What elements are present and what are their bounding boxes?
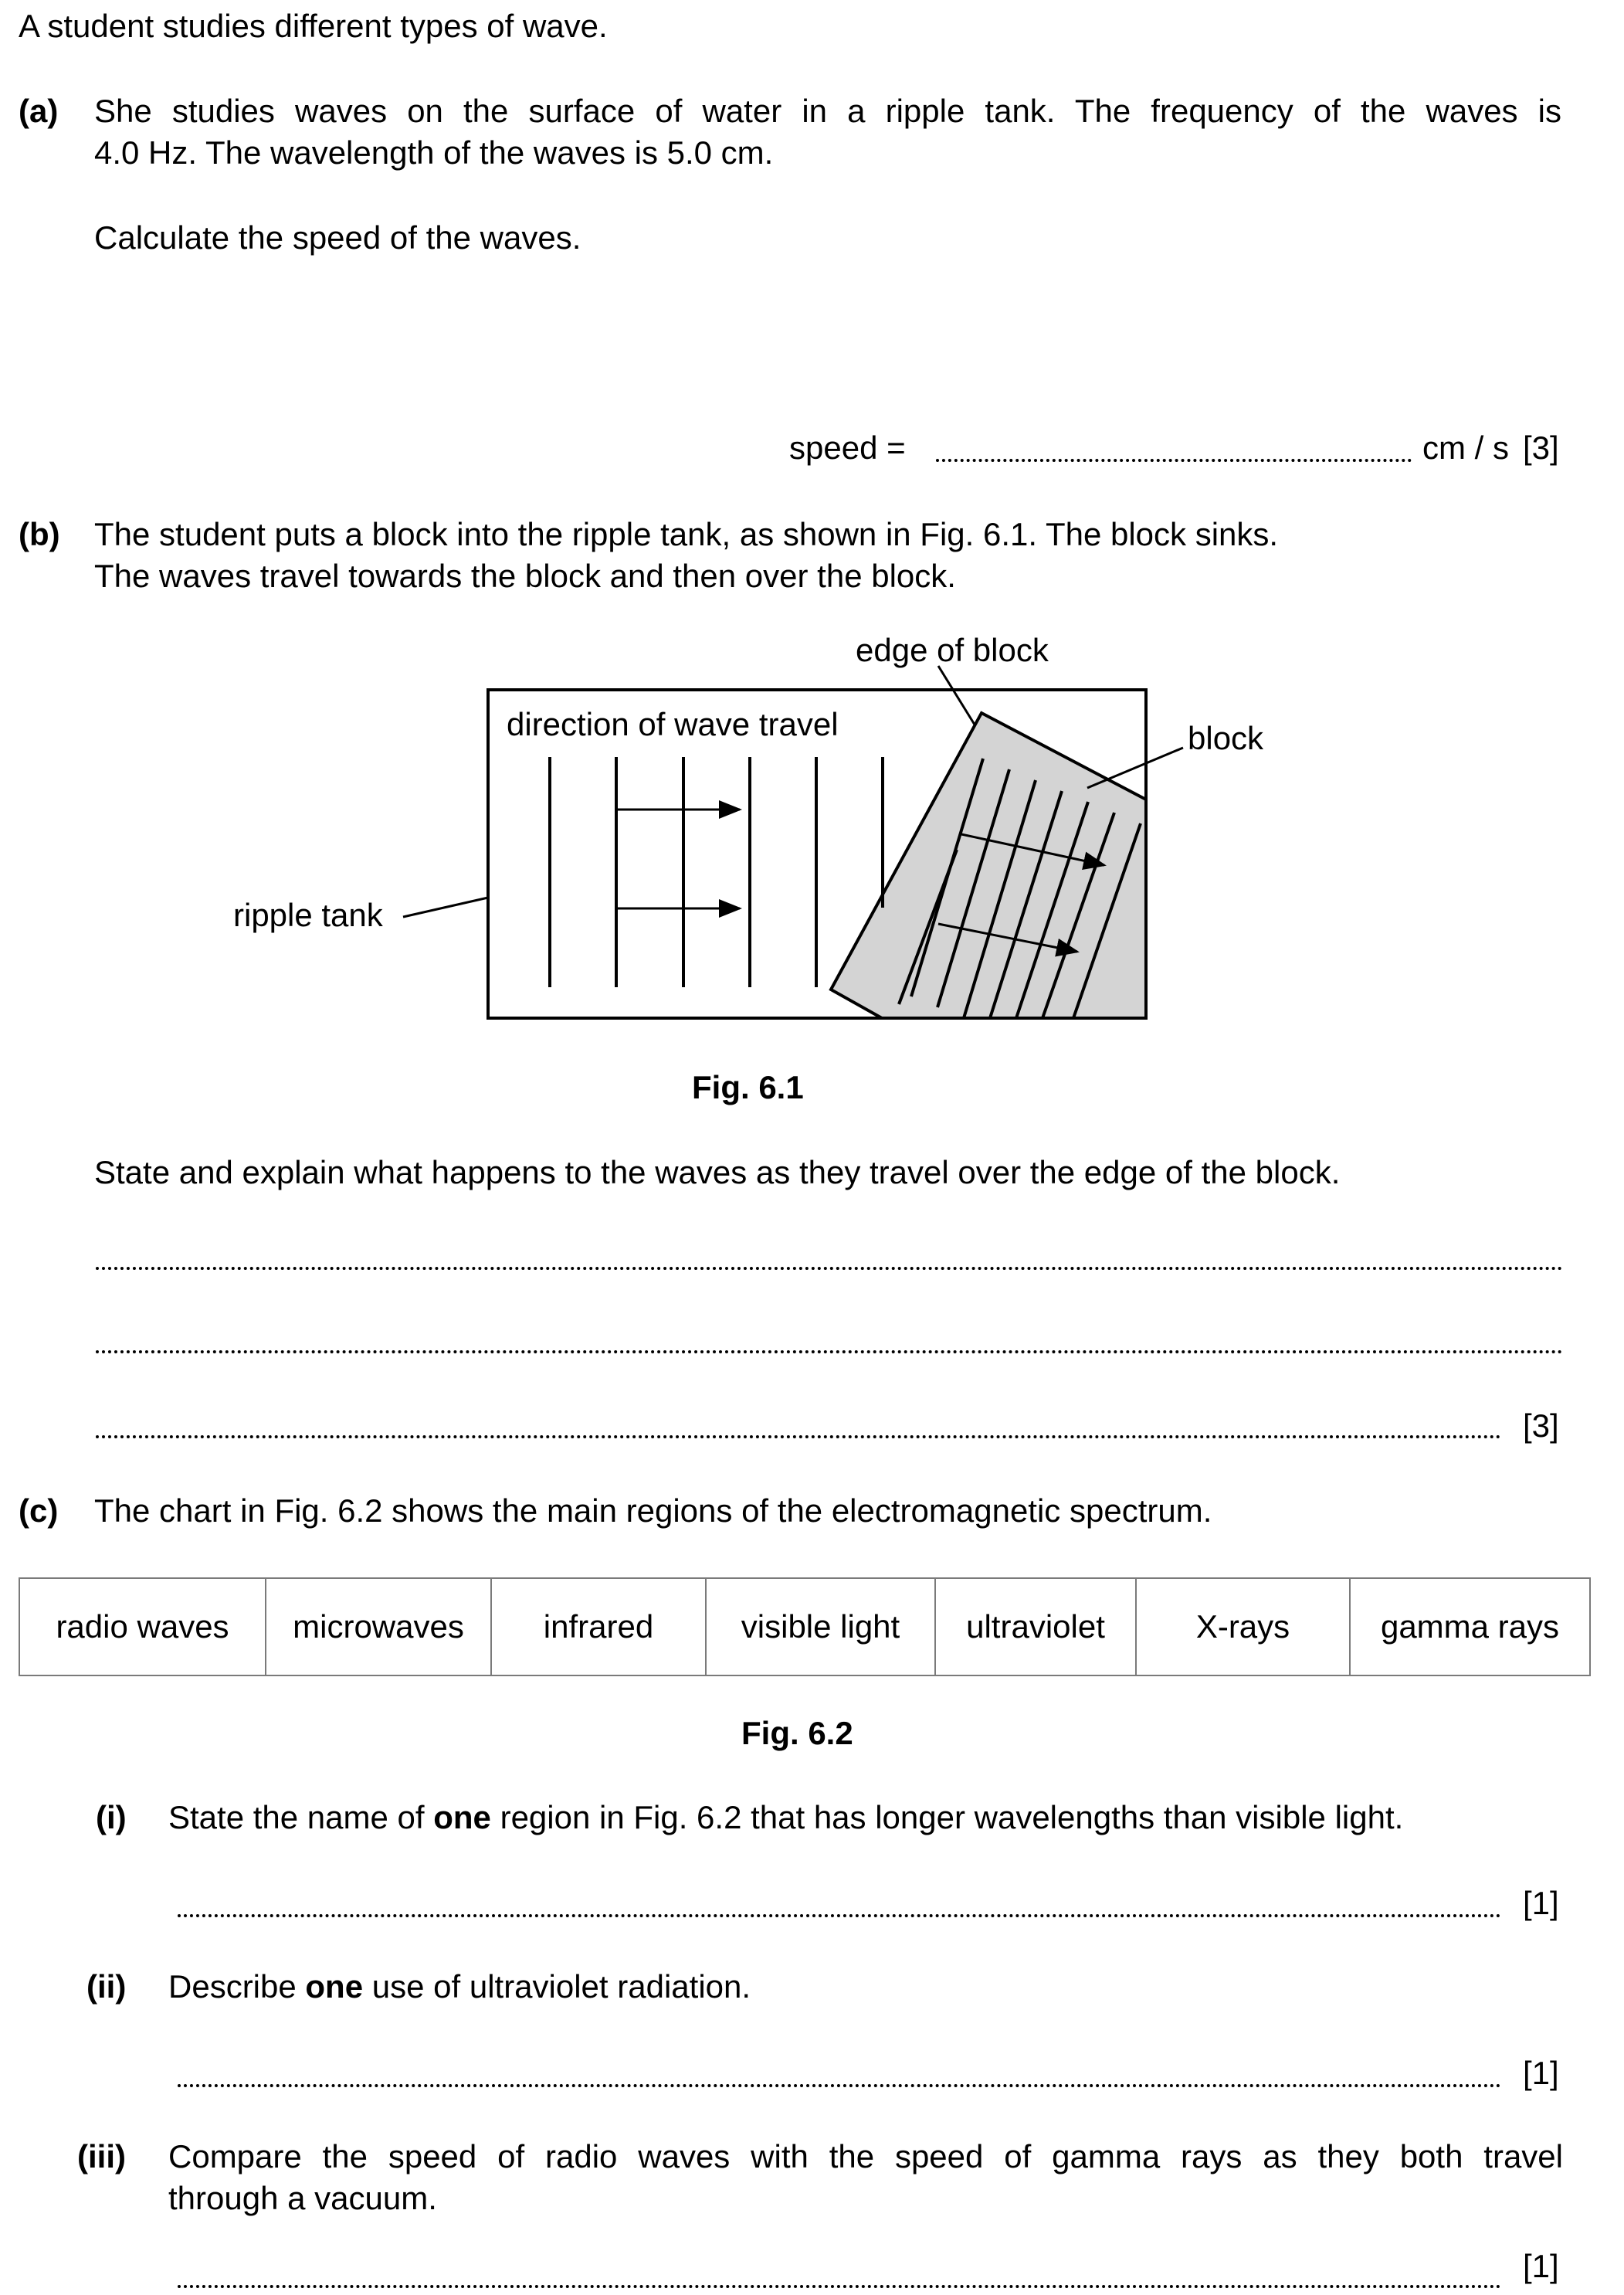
direction-of-wave-travel-label: direction of wave travel xyxy=(507,706,839,742)
sub-iii-answer-line[interactable] xyxy=(178,2285,1501,2288)
intro-text: A student studies different types of wave. xyxy=(19,8,608,44)
sub-i-bold: one xyxy=(433,1799,491,1835)
sub-i-answer-line[interactable] xyxy=(178,1914,1501,1917)
fig-6-2-caption: Fig. 6.2 xyxy=(741,1715,853,1751)
edge-of-block-label: edge of block xyxy=(856,632,1049,668)
block-label: block xyxy=(1188,720,1264,756)
sub-iii-marks: [1] xyxy=(1523,2248,1559,2284)
part-a-line-1: She studies waves on the surface of water in a ripple tank. The frequency of the waves is xyxy=(94,93,1561,129)
sub-iii-line-1: Compare the speed of radio waves with the speed of gamma rays as they both travel xyxy=(168,2138,1563,2174)
spectrum-cell-ultraviolet: ultraviolet xyxy=(936,1579,1137,1675)
spectrum-cell-gamma-rays: gamma rays xyxy=(1380,1608,1560,1645)
part-a-label: (a) xyxy=(19,93,59,129)
sub-ii-pre: Describe xyxy=(168,1968,297,2005)
sub-i-question xyxy=(168,1796,1403,1839)
part-b-label: (b) xyxy=(19,516,60,552)
part-c-label: (c) xyxy=(19,1492,59,1529)
spectrum-cell-x-rays: X-rays xyxy=(1137,1579,1351,1675)
part-b-question: State and explain what happens to the waves as they travel over the edge of the block. xyxy=(94,1154,1341,1190)
part-b-line-2: The waves travel towards the block and then over the block. xyxy=(94,558,956,594)
sub-i-pre: State the name of xyxy=(168,1799,425,1835)
speed-answer-unit: cm / s xyxy=(1422,429,1509,466)
part-a-marks: [3] xyxy=(1523,429,1559,466)
spectrum-cell-microwaves: microwaves xyxy=(266,1579,492,1675)
part-a-instruction: Calculate the speed of the waves. xyxy=(94,219,581,256)
sub-ii-answer-line[interactable] xyxy=(178,2084,1501,2087)
part-b-answer-line-1[interactable] xyxy=(96,1267,1563,1270)
block-shape xyxy=(831,713,1146,1018)
spectrum-cell-radio-waves: radio waves xyxy=(20,1579,266,1675)
part-b-answer-line-3[interactable] xyxy=(96,1435,1501,1438)
tank-leader-line xyxy=(403,898,488,917)
spectrum-cell-infrared: infrared xyxy=(492,1579,707,1675)
sub-ii-question xyxy=(168,1965,751,2008)
sub-iii-line-2: through a vacuum. xyxy=(168,2180,437,2216)
part-b-line-1: The student puts a block into the ripple tank, as shown in Fig. 6.1. The block sinks. xyxy=(94,516,1279,552)
sub-i-marks: [1] xyxy=(1523,1885,1559,1921)
sub-ii-bold: one xyxy=(305,1968,364,2005)
edge-leader-line xyxy=(938,666,975,725)
sub-ii-marks: [1] xyxy=(1523,2055,1559,2091)
sub-iii-label: (iii) xyxy=(77,2138,126,2174)
sub-i-post: region in Fig. 6.2 that has longer wavelengths than visible light. xyxy=(500,1799,1404,1835)
part-b-marks: [3] xyxy=(1523,1407,1559,1444)
speed-answer-prefix: speed = xyxy=(789,429,906,466)
sub-ii-label: (ii) xyxy=(86,1968,127,2005)
fig-6-1-caption: Fig. 6.1 xyxy=(692,1069,804,1105)
sub-ii-post: use of ultraviolet radiation. xyxy=(371,1968,751,2005)
part-c-line: The chart in Fig. 6.2 shows the main regions of the electromagnetic spectrum. xyxy=(94,1492,1212,1529)
em-spectrum-chart xyxy=(19,1577,1591,1676)
block-leader-line xyxy=(1087,748,1183,788)
ripple-tank-label: ripple tank xyxy=(233,897,383,933)
incident-wavefronts xyxy=(550,757,883,987)
part-a-line-2: 4.0 Hz. The wavelength of the waves is 5.0 cm. xyxy=(94,134,774,171)
spectrum-cell-visible-light: visible light xyxy=(707,1579,936,1675)
part-b-answer-line-2[interactable] xyxy=(96,1350,1563,1353)
sub-i-label: (i) xyxy=(96,1799,127,1835)
